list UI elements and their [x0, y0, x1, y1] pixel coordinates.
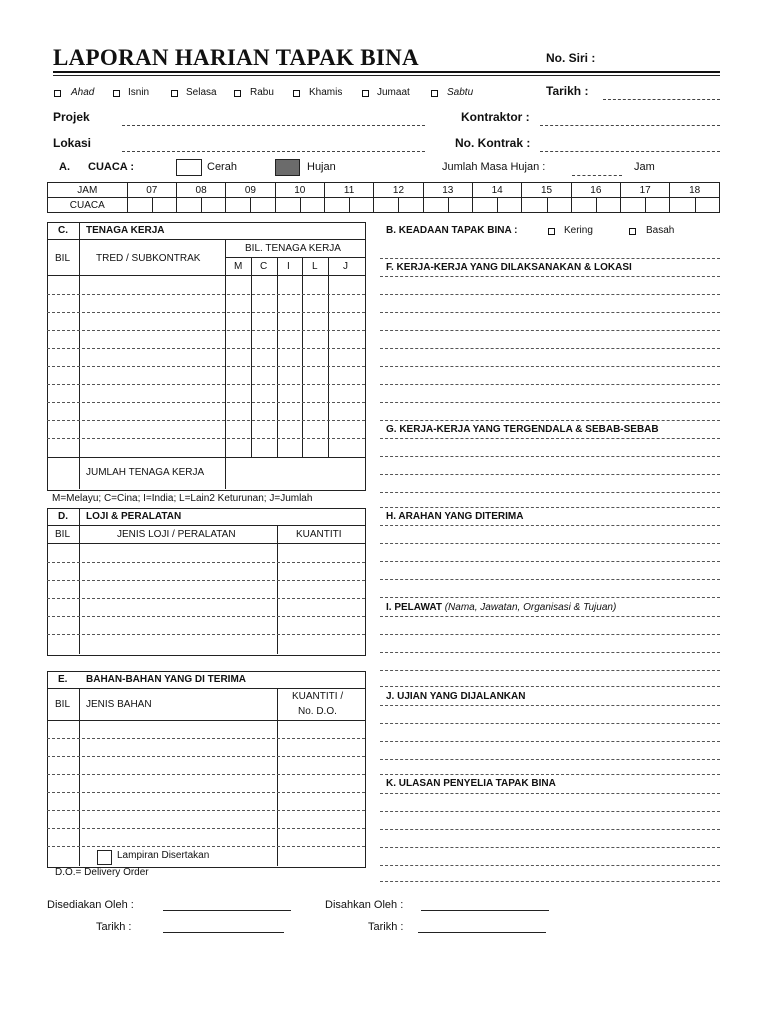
cuaca-cell[interactable]	[621, 198, 646, 213]
projek-field[interactable]	[122, 125, 425, 126]
d-kuantiti-header: KUANTITI	[296, 529, 342, 540]
disahkan-field[interactable]	[421, 910, 549, 911]
lampiran-checkbox[interactable]	[97, 850, 112, 865]
section-c-border	[47, 222, 366, 491]
e-kuantiti-header-1: KUANTITI /	[292, 691, 344, 702]
c-col-c: C	[260, 261, 268, 272]
section-j-label: J. UJIAN YANG DIJALANKAN	[386, 691, 526, 702]
cuaca-cell[interactable]	[202, 198, 226, 213]
section-d-title: LOJI & PERALATAN	[86, 511, 182, 522]
f-line[interactable]	[380, 402, 720, 403]
no-siri-label: No. Siri :	[546, 51, 596, 65]
f-line[interactable]	[380, 294, 720, 295]
d-bil-divider	[79, 508, 80, 654]
tarikh-right-field[interactable]	[418, 932, 546, 933]
c-title-rule	[47, 239, 365, 240]
basah-label: Basah	[646, 225, 675, 236]
d-row-line	[47, 580, 365, 581]
d-bil-header: BIL	[55, 529, 71, 540]
c-row-line	[47, 438, 365, 439]
c-row-line	[47, 420, 365, 421]
c-col-l: L	[312, 261, 318, 272]
h-line[interactable]	[380, 525, 720, 526]
section-i-title: I. PELAWAT	[386, 602, 442, 613]
tarikh-field[interactable]	[603, 99, 720, 100]
c-bil-tenaga-header: BIL. TENAGA KERJA	[245, 243, 341, 254]
disahkan-label: Disahkan Oleh :	[325, 899, 404, 911]
j-line[interactable]	[380, 723, 720, 724]
kering-checkbox[interactable]	[548, 228, 555, 235]
c-col-j: J	[343, 261, 348, 272]
hour-16: 16	[571, 183, 620, 198]
hour-08: 08	[176, 183, 225, 198]
day-checkbox-khamis[interactable]	[293, 90, 300, 97]
c-c-divider	[277, 257, 278, 457]
c-header-rule	[47, 275, 365, 276]
d-row-line	[47, 562, 365, 563]
e-jenis-divider	[277, 688, 278, 866]
k-line[interactable]	[380, 829, 720, 830]
e-jenis-header: JENIS BAHAN	[86, 699, 152, 710]
tarikh-right-label: Tarikh :	[368, 921, 404, 933]
cuaca-cell[interactable]	[324, 198, 349, 213]
i-line[interactable]	[380, 686, 720, 687]
disediakan-label: Disediakan Oleh :	[47, 899, 134, 911]
section-e-title: BAHAN-BAHAN YANG DI TERIMA	[86, 674, 247, 685]
c-row-line	[47, 402, 365, 403]
k-line[interactable]	[380, 793, 720, 794]
day-checkbox-rabu[interactable]	[234, 90, 241, 97]
d-row-line	[47, 616, 365, 617]
j-line[interactable]	[380, 741, 720, 742]
k-line[interactable]	[380, 865, 720, 866]
day-label-selasa: Selasa	[186, 87, 217, 98]
day-label-ahad: Ahad	[71, 87, 95, 98]
c-bil-divider	[79, 222, 80, 489]
section-k-label: K. ULASAN PENYELIA TAPAK BINA	[386, 778, 556, 789]
c-total-rule	[47, 457, 365, 458]
e-row-line	[47, 774, 365, 775]
e-row-line	[47, 846, 365, 847]
f-line[interactable]	[380, 348, 720, 349]
cuaca-cell[interactable]	[350, 198, 374, 213]
kontraktor-field[interactable]	[540, 125, 720, 126]
f-line[interactable]	[380, 384, 720, 385]
cuaca-cell[interactable]	[695, 198, 719, 213]
d-row-line	[47, 634, 365, 635]
cuaca-cell[interactable]	[448, 198, 472, 213]
day-checkbox-selasa[interactable]	[171, 90, 178, 97]
section-g-label: G. KERJA-KERJA YANG TERGENDALA & SEBAB-SEBAB	[386, 424, 659, 435]
c-tred-divider	[225, 239, 226, 489]
c-subheader-rule	[225, 257, 365, 258]
do-note: D.O.= Delivery Order	[55, 867, 149, 878]
hour-15: 15	[522, 183, 571, 198]
projek-label: Projek	[53, 110, 90, 124]
jam-unit-label: Jam	[634, 161, 655, 173]
day-label-isnin: Isnin	[128, 87, 150, 98]
hour-12: 12	[374, 183, 423, 198]
d-title-rule	[47, 525, 365, 526]
kering-label: Kering	[564, 225, 593, 236]
section-c-title: TENAGA KERJA	[86, 225, 165, 236]
hujan-checkbox[interactable]	[275, 159, 300, 176]
cuaca-cell[interactable]	[251, 198, 275, 213]
disediakan-field[interactable]	[163, 910, 291, 911]
hour-11: 11	[324, 183, 373, 198]
section-i-hint: (Nama, Jawatan, Organisasi & Tujuan)	[444, 602, 617, 613]
section-e-letter: E.	[58, 674, 68, 685]
j-line[interactable]	[380, 705, 720, 706]
c-row-line	[47, 294, 365, 295]
kontraktor-label: Kontraktor :	[461, 110, 530, 124]
f-line[interactable]	[380, 312, 720, 313]
cuaca-label: CUACA :	[88, 161, 135, 173]
f-line[interactable]	[380, 366, 720, 367]
c-tred-header: TRED / SUBKONTRAK	[96, 253, 201, 264]
weather-hours-table	[47, 182, 720, 213]
jam-header: JAM	[48, 183, 128, 198]
e-row-line	[47, 810, 365, 811]
cuaca-cell[interactable]	[646, 198, 670, 213]
i-line[interactable]	[380, 652, 720, 653]
c-row-line	[47, 384, 365, 385]
cuaca-cell[interactable]	[670, 198, 695, 213]
h-line[interactable]	[380, 579, 720, 580]
c-jumlah-label: JUMLAH TENAGA KERJA	[86, 467, 205, 478]
cuaca-cell[interactable]	[399, 198, 423, 213]
j-line[interactable]	[380, 774, 720, 775]
cuaca-cell[interactable]	[522, 198, 547, 213]
k-line[interactable]	[380, 847, 720, 848]
day-label-sabtu: Sabtu	[447, 87, 474, 98]
c-row-line	[47, 330, 365, 331]
section-f-label: F. KERJA-KERJA YANG DILAKSANAKAN & LOKASI	[386, 262, 632, 273]
day-label-khamis: Khamis	[309, 87, 343, 98]
e-kuantiti-header-2: No. D.O.	[298, 706, 337, 717]
cuaca-row-header: CUACA	[48, 198, 128, 213]
basah-checkbox[interactable]	[629, 228, 636, 235]
cuaca-cell[interactable]	[300, 198, 324, 213]
c-bil-header: BIL	[55, 253, 71, 264]
g-line[interactable]	[380, 474, 720, 475]
cuaca-cell[interactable]	[275, 198, 300, 213]
d-row-line	[47, 598, 365, 599]
cuaca-cell[interactable]	[374, 198, 399, 213]
cerah-checkbox[interactable]	[176, 159, 202, 176]
jumlah-masa-hujan-field[interactable]	[572, 175, 622, 176]
lokasi-field[interactable]	[122, 151, 425, 152]
e-row-line	[47, 756, 365, 757]
hour-10: 10	[275, 183, 324, 198]
d-jenis-header: JENIS LOJI / PERALATAN	[117, 529, 236, 540]
section-b-label: B. KEADAAN TAPAK BINA :	[386, 225, 518, 236]
section-i-label	[386, 602, 616, 613]
section-h-label: H. ARAHAN YANG DITERIMA	[386, 511, 524, 522]
g-line[interactable]	[380, 507, 720, 508]
e-row-line	[47, 738, 365, 739]
hour-09: 09	[226, 183, 275, 198]
g-line[interactable]	[380, 456, 720, 457]
k-line[interactable]	[380, 881, 720, 882]
day-checkbox-sabtu[interactable]	[431, 90, 438, 97]
cuaca-cell[interactable]	[571, 198, 596, 213]
lokasi-label: Lokasi	[53, 136, 92, 150]
c-legend: M=Melayu; C=Cina; I=India; L=Lain2 Keturunan; J=Jumlah	[52, 493, 313, 504]
h-line[interactable]	[380, 543, 720, 544]
form-title: LAPORAN HARIAN TAPAK BINA	[53, 45, 419, 70]
cuaca-cell[interactable]	[472, 198, 497, 213]
g-line[interactable]	[380, 438, 720, 439]
day-checkbox-jumaat[interactable]	[362, 90, 369, 97]
h-line[interactable]	[380, 561, 720, 562]
j-line[interactable]	[380, 759, 720, 760]
cuaca-cell[interactable]	[423, 198, 448, 213]
i-line[interactable]	[380, 616, 720, 617]
hour-17: 17	[621, 183, 670, 198]
right-line[interactable]	[380, 258, 720, 259]
cerah-label: Cerah	[207, 161, 237, 173]
e-row-line	[47, 792, 365, 793]
day-label-jumaat: Jumaat	[377, 87, 410, 98]
c-l-divider	[328, 257, 329, 457]
f-line[interactable]	[380, 420, 720, 421]
i-line[interactable]	[380, 670, 720, 671]
cuaca-cell[interactable]	[547, 198, 571, 213]
no-kontrak-label: No. Kontrak :	[455, 136, 531, 150]
cuaca-cell[interactable]	[498, 198, 522, 213]
jumlah-masa-hujan-label: Jumlah Masa Hujan :	[442, 161, 546, 173]
title-rule-thin	[53, 75, 720, 76]
section-a-letter: A.	[59, 161, 70, 173]
c-row-line	[47, 348, 365, 349]
day-checkbox-ahad[interactable]	[54, 90, 61, 97]
e-title-rule	[47, 688, 365, 689]
e-bil-divider	[79, 688, 80, 866]
cuaca-cell[interactable]	[152, 198, 176, 213]
g-line[interactable]	[380, 492, 720, 493]
hujan-label: Hujan	[307, 161, 336, 173]
hour-13: 13	[423, 183, 472, 198]
hour-07: 07	[127, 183, 176, 198]
e-row-line	[47, 828, 365, 829]
section-c-letter: C.	[58, 225, 68, 236]
i-line[interactable]	[380, 634, 720, 635]
hour-18: 18	[670, 183, 720, 198]
day-label-rabu: Rabu	[250, 87, 274, 98]
no-kontrak-field[interactable]	[540, 151, 720, 152]
cuaca-cell[interactable]	[596, 198, 620, 213]
d-header-rule	[47, 543, 365, 544]
hour-14: 14	[472, 183, 521, 198]
c-col-m: M	[234, 261, 243, 272]
f-line[interactable]	[380, 330, 720, 331]
k-line[interactable]	[380, 811, 720, 812]
title-rule-thick	[53, 71, 720, 73]
f-line[interactable]	[380, 276, 720, 277]
e-bil-header: BIL	[55, 699, 71, 710]
lampiran-label: Lampiran Disertakan	[117, 850, 210, 861]
c-i-divider	[302, 257, 303, 457]
day-checkbox-isnin[interactable]	[113, 90, 120, 97]
c-row-line	[47, 312, 365, 313]
c-m-divider	[251, 257, 252, 457]
h-line[interactable]	[380, 597, 720, 598]
cuaca-cell[interactable]	[176, 198, 201, 213]
cuaca-cell[interactable]	[226, 198, 251, 213]
e-header-rule	[47, 720, 365, 721]
tarikh-left-label: Tarikh :	[96, 921, 132, 933]
c-row-line	[47, 366, 365, 367]
section-d-letter: D.	[58, 511, 68, 522]
c-col-i: I	[287, 261, 290, 272]
tarikh-label: Tarikh :	[546, 84, 589, 98]
cuaca-cell[interactable]	[127, 198, 152, 213]
tarikh-left-field[interactable]	[163, 932, 284, 933]
